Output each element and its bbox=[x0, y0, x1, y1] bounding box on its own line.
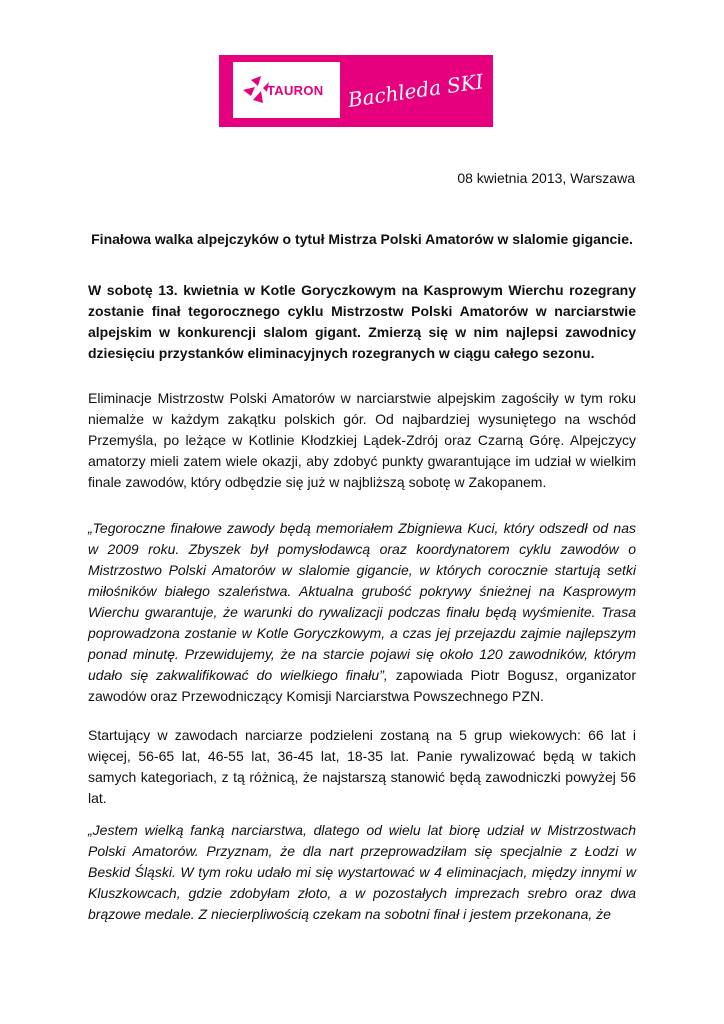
tauron-logo-text: TAURON bbox=[267, 83, 324, 98]
bachleda-ski-logo bbox=[345, 59, 490, 123]
paragraph-eliminations: Eliminacje Mistrzostw Polski Amatorów w narciarstwie alpejskim zagościły w tym roku niemalże w każdym zakątku polskich gór. Od najbardziej wysuniętego na wschód Przemyśla, po leżące w Kotlinie Kłodzkiej Lądek-Zdrój oraz Czarną Górę. Alpejczycy amatorzy mieli zatem wiele okazji, aby zdobyć punkty gwarantujące im udział w wielkim finale zawodów, który odbędzie się już w najbliższą sobotę w Zakopanem. bbox=[88, 390, 636, 490]
tauron-logo bbox=[233, 62, 340, 118]
paragraph-quote-participant: „Jestem wielką fanką narciarstwa, dlatego od wielu lat biorę udział w Mistrzostwach Polski Amatorów. Przyznam, że dla nart przeprowadziłam się specjalnie z Łodzi w Beskid Śląski. W tym roku udało mi się wystartować w 4 eliminacjach, między innymi w Kluszkowcach, gdzie zdobyłam złoto, a w pozostałych imprezach srebro oraz dwa brązowe medale. Z niecierpliwością czekam na sobotni finał i jestem przekonana, że bbox=[88, 822, 636, 922]
quote-attribution: zapowiada Piotr Bogusz, organizator zawodów oraz Przewodniczący Komisji Narciarstwa Powszechnego PZN. bbox=[88, 667, 636, 704]
date-line: 08 kwietnia 2013, Warszawa bbox=[457, 170, 635, 186]
paragraph-quote-bogusz bbox=[88, 518, 636, 707]
bachleda-ski-text: Bachleda SKI bbox=[346, 69, 485, 112]
article-title: Finałowa walka alpejczyków o tytuł Mistrza Polski Amatorów w slalomie gigancie. bbox=[91, 231, 633, 247]
lead-paragraph: W sobotę 13. kwietnia w Kotle Goryczkowym na Kasprowym Wierchu rozegrany zostanie finał tegorocznego cyklu Mistrzostw Polski Amatorów w narciarstwie alpejskim w konkurencji slalom gigant. Zmierzą się w nim najlepsi zawodnicy dziesięciu przystanków eliminacyjnych rozegranych w ciągu całego sezonu. bbox=[88, 282, 636, 361]
paragraph-age-groups: Startujący w zawodach narciarze podzieleni zostaną na 5 grup wiekowych: 66 lat i więcej, 56-65 lat, 46-55 lat, 36-45 lat, 18-35 lat. Panie rywalizować będą w takich samych kategoriach, z tą różnicą, że najstarszą stanowić będą zawodniczki powyżej 56 lat. bbox=[88, 727, 636, 806]
header-banner bbox=[219, 55, 493, 127]
quote-text: „Tegoroczne finałowe zawody będą memoriałem Zbigniewa Kuci, który odszedł od nas w 2009 roku. Zbyszek był pomysłodawcą oraz koordynatorem cyklu zawodów o Mistrzostwo Polski Amatorów w slalomie gigancie, w których corocznie startują setki miłośników białego szaleństwa. Aktualna grubość pokrywy śnieżnej na Kasprowym Wierchu gwarantuje, że warunki do rywalizacji podczas finału będą wyśmienite. Trasa poprowadzona zostanie w Kotle Goryczkowym, a czas jej przejazdu zajmie najlepszym ponad minutę. Przewidujemy, że na starcie pojawi się około 120 zawodników, którym udało się zakwalifikować do wielkiego finału”, bbox=[88, 520, 636, 683]
